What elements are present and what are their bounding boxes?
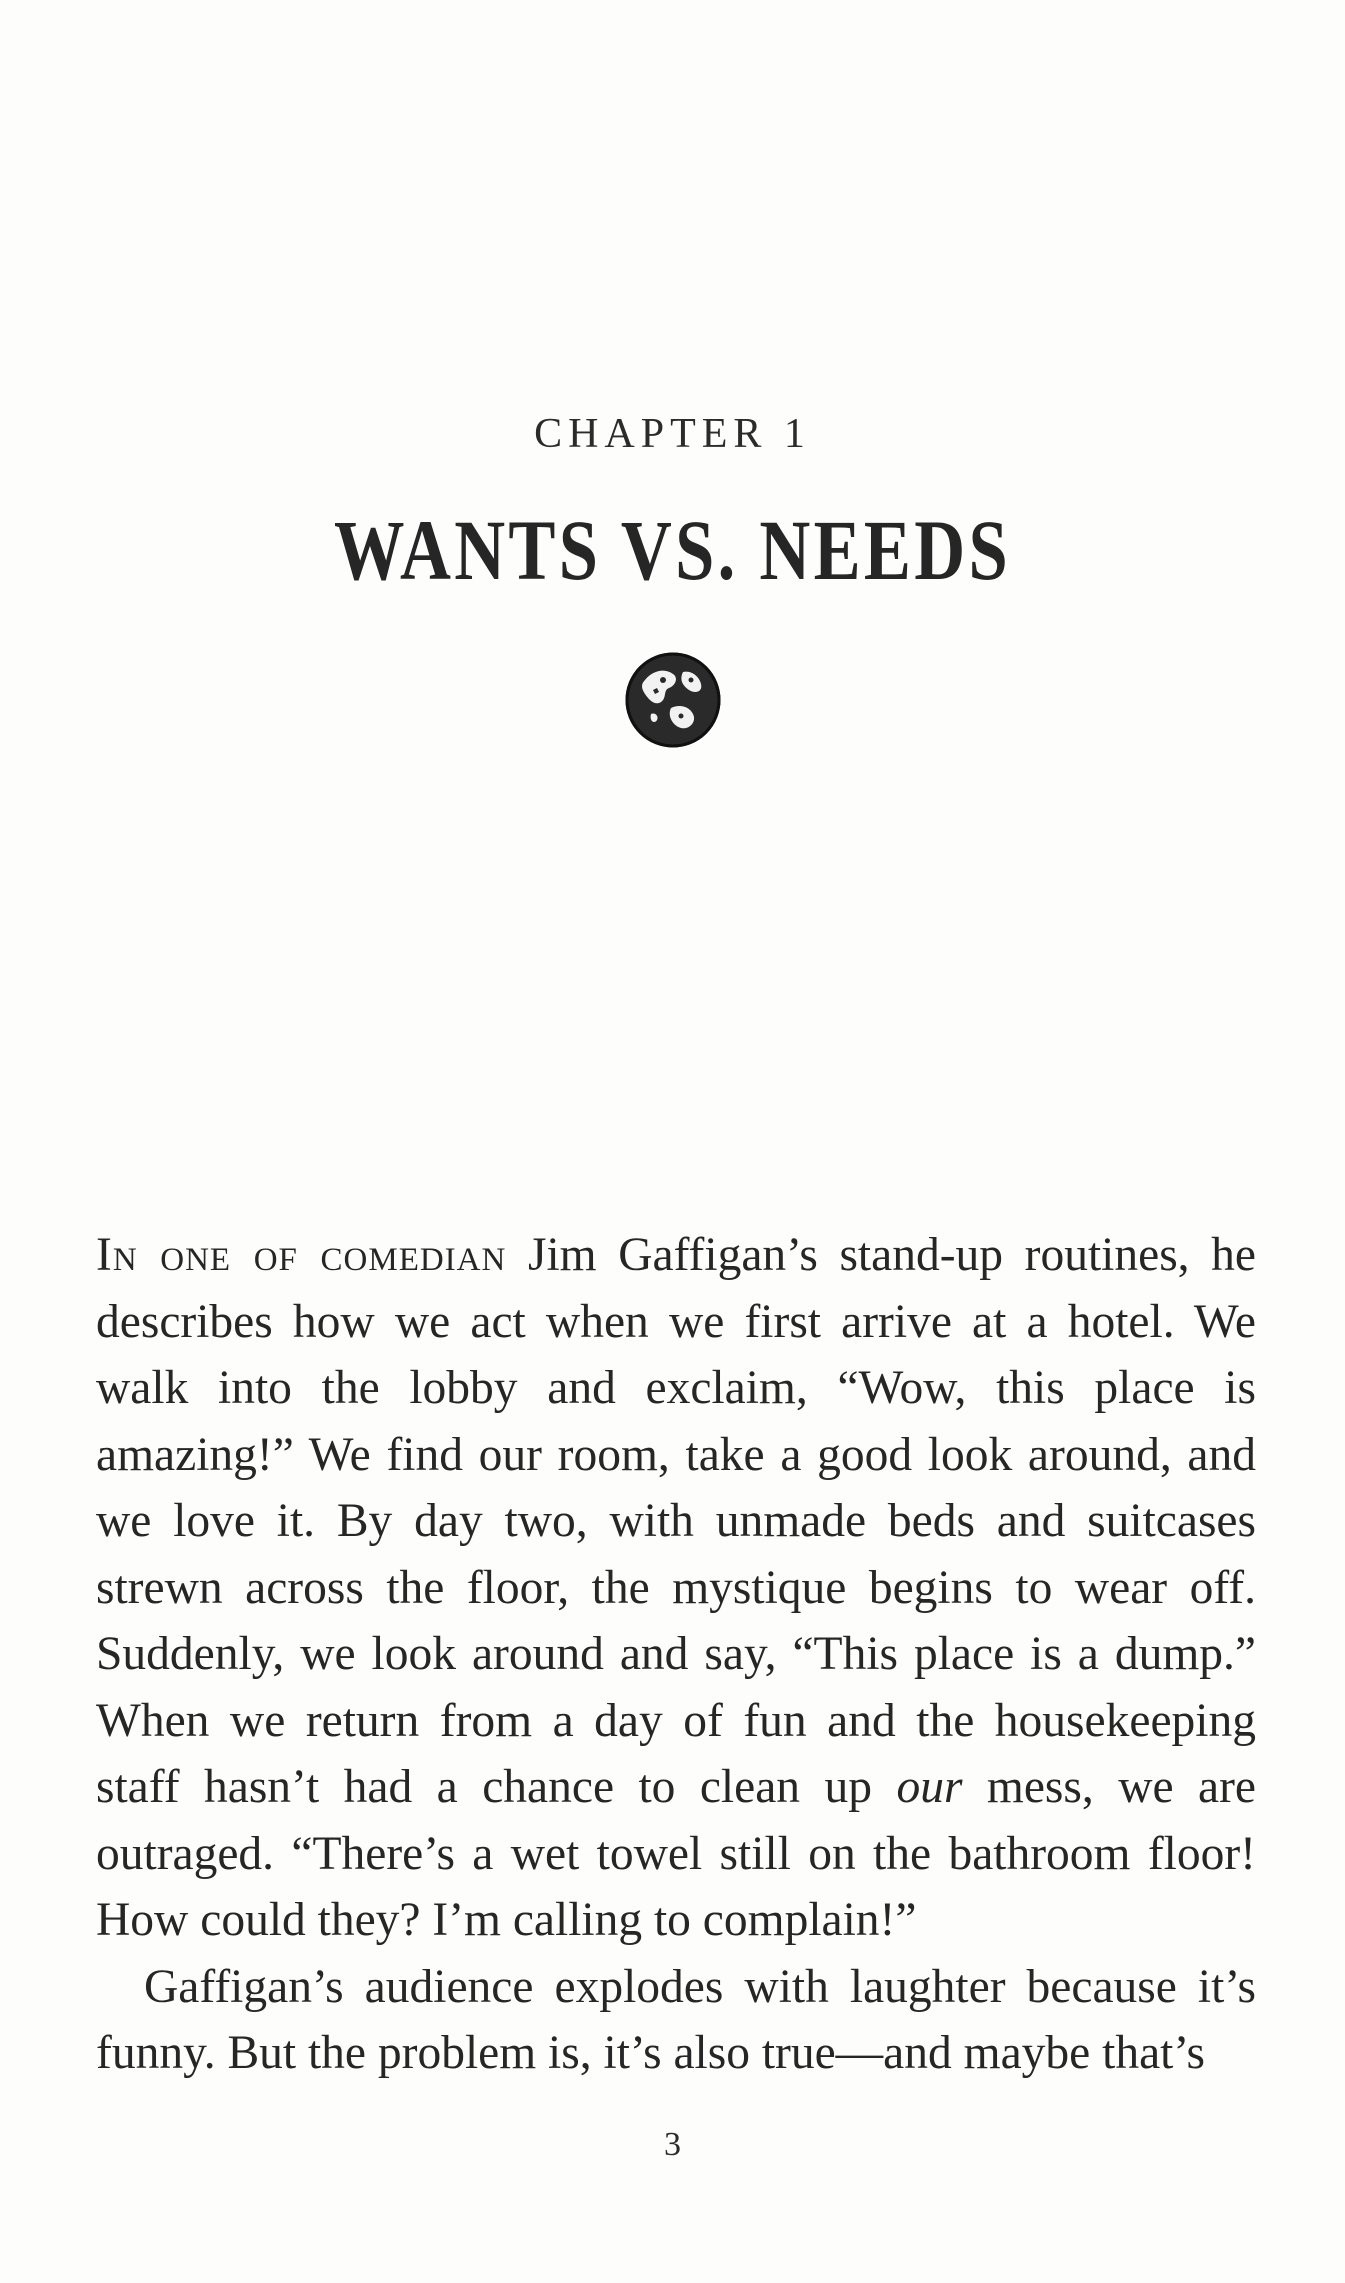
paragraph-1 bbox=[96, 1222, 1256, 1954]
paragraph-2: Gaffigan’s audience explodes with laughter because it’s funny. But the problem is, it’s also true—and maybe that’s bbox=[96, 1960, 1256, 2079]
page-number: 3 bbox=[664, 2126, 681, 2163]
chapter-title: WANTS VS. NEEDS bbox=[334, 502, 1011, 598]
globe-ornament bbox=[623, 650, 723, 750]
paragraph-1-text: Jim Gaffigan’s stand-up routines, he describes how we act when we first arrive at a hotel. We walk into the lobby and exclaim, “Wow, this place is amazing!” We find our room, take a good look around, and we love it. By day two, with unmade beds and suitcases strewn across the floor, the mystique begins to wear off. Suddenly, we look around and say, “This place is a dump.” When we return from a day of fun and the housekeeping staff hasn’t had a chance to clean up bbox=[96, 1229, 1257, 1813]
chapter-label: CHAPTER 1 bbox=[534, 411, 811, 457]
globe-icon bbox=[623, 650, 723, 750]
paragraph-lead-in: In one of comedian bbox=[96, 1229, 507, 1281]
body-text bbox=[96, 1222, 1256, 2087]
paragraph-1-tail: mess, we are outraged. “There’s a wet towel still on the bathroom floor! How could they? I’m calling to complain!” bbox=[96, 1761, 1257, 1946]
emphasis-our: our bbox=[896, 1761, 963, 1813]
